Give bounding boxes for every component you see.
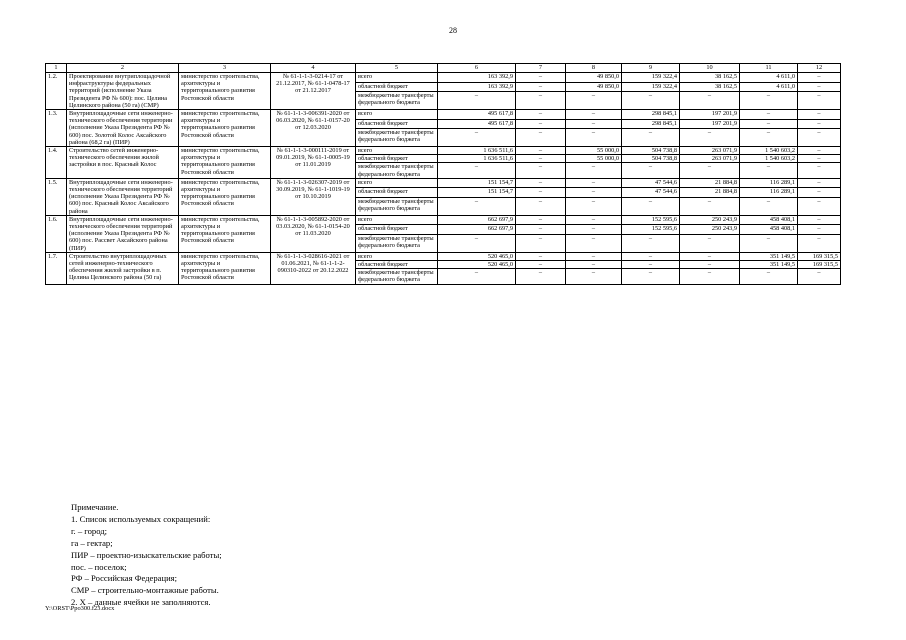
amount-cell: – [622,129,680,147]
amount-cell: – [566,261,622,269]
amount-cell: 169 315,5 [798,252,841,260]
amount-cell: – [516,215,566,225]
amount-cell: 263 071,9 [680,147,740,155]
amount-cell: – [566,92,622,110]
amount-cell: – [566,252,622,260]
amount-cell: – [798,92,841,110]
amount-cell: – [798,147,841,155]
amount-cell: 250 243,9 [680,215,740,225]
amount-cell: 298 845,1 [622,110,680,120]
amount-cell: – [516,92,566,110]
funding-source-cell: межбюджетные трансферты федерального бюджета [356,163,438,178]
object-name-cell: Строительство сетей инженерно-технического обеспечения жилой застройки в пос. Красный Колос [67,147,179,179]
funding-source-cell: областной бюджет [356,119,438,129]
amount-cell: 159 322,4 [622,73,680,83]
amount-cell: – [516,163,566,178]
amount-cell: 504 738,8 [622,155,680,163]
amount-cell: 520 465,0 [438,261,516,269]
amount-cell: – [516,119,566,129]
amount-cell: 197 201,9 [680,110,740,120]
note-line: пос. – поселок; [71,561,127,572]
amount-cell: – [798,178,841,188]
amount-cell: 55 000,0 [566,155,622,163]
amount-cell: – [516,155,566,163]
amount-cell: – [566,225,622,235]
note-line: РФ – Российская Федерация; [71,573,178,584]
amount-cell: – [798,215,841,225]
amount-cell: – [740,269,798,284]
column-number-header: 12 [798,64,841,73]
amount-cell: 163 392,9 [438,82,516,92]
amount-cell: – [566,119,622,129]
docs-cell: № 61-1-1-3-006391-2020 от 06.03.2020, № 61-1-0157-20 от 12.03.2020 [271,110,356,147]
amount-cell: – [798,269,841,284]
funding-source-cell: всего [356,110,438,120]
ministry-cell: министерство строительства, архитектуры и территориального развития Ростовской области [179,73,271,110]
amount-cell: – [566,163,622,178]
amount-cell: – [516,269,566,284]
amount-cell: 263 071,9 [680,155,740,163]
amount-cell: 21 884,8 [680,178,740,188]
amount-cell: 49 850,0 [566,82,622,92]
amount-cell: – [740,163,798,178]
funding-source-cell: межбюджетные трансферты федерального бюджета [356,129,438,147]
amount-cell: 495 617,8 [438,119,516,129]
amount-cell: 351 149,5 [740,252,798,260]
docs-cell: № 61-1-1-3-0214-17 от 21.12.2017, № 61-1-0478-17 от 21.12.2017 [271,73,356,110]
amount-cell: 298 845,1 [622,119,680,129]
amount-cell: – [516,252,566,260]
row-number-cell: 1.6. [46,215,67,252]
amount-cell: – [566,215,622,225]
docs-cell: № 61-1-1-3-028616-2021 от 01.06.2021, № 61-1-1-2-090310-2022 от 20.12.2022 [271,252,356,284]
object-name-cell: Строительство внутриплощадочных сетей инженерно-технического обеспечения жилой застройки в п. Целина Целинского района (50 га) [67,252,179,284]
amount-cell: – [798,163,841,178]
ministry-cell: министерство строительства, архитектуры и территориального развития Ростовской области [179,252,271,284]
page-number: 28 [449,26,457,35]
notes-title: Примечание. [71,502,119,512]
row-number-cell: 1.5. [46,178,67,215]
ministry-cell: министерство строительства, архитектуры и территориального развития Ростовской области [179,110,271,147]
amount-cell: 4 611,0 [740,82,798,92]
amount-cell: – [798,119,841,129]
note-line: ПИР – проектно-изыскательские работы; [71,549,222,560]
amount-cell: 163 392,9 [438,73,516,83]
amount-cell: – [680,92,740,110]
column-number-header: 3 [179,64,271,73]
funding-source-cell: всего [356,73,438,83]
amount-cell: – [798,225,841,235]
budget-table [45,63,841,285]
amount-cell: 504 738,8 [622,147,680,155]
amount-cell: – [680,234,740,252]
amount-cell: 47 544,6 [622,188,680,198]
table-row [46,215,841,225]
note-line: 2. Х – данные ячейки не заполняются. [71,597,211,608]
amount-cell: – [680,129,740,147]
amount-cell: – [622,269,680,284]
amount-cell: – [740,129,798,147]
amount-cell: 458 408,1 [740,215,798,225]
column-number-header: 8 [566,64,622,73]
table-row [46,110,841,120]
amount-cell: 520 465,0 [438,252,516,260]
amount-cell: – [516,73,566,83]
amount-cell: – [438,234,516,252]
footer-file-path: Y:\ORST\Ppo300.f23.docx [45,605,115,612]
amount-cell: – [516,188,566,198]
amount-cell: 152 595,6 [622,215,680,225]
amount-cell: – [566,234,622,252]
amount-cell: – [516,178,566,188]
amount-cell: 197 201,9 [680,119,740,129]
column-number-row [46,64,841,73]
funding-source-cell: межбюджетные трансферты федерального бюджета [356,269,438,284]
table-row [46,252,841,260]
row-number-cell: 1.3. [46,110,67,147]
funding-source-cell: областной бюджет [356,82,438,92]
amount-cell: – [516,147,566,155]
amount-cell: 351 149,5 [740,261,798,269]
amount-cell: – [798,188,841,198]
note-line: г. – город; [71,525,108,536]
object-name-cell: Проектирование внутриплощадочной инфраструктуры федеральных территорий (исполнение Указа Президента РФ № 600): пос. Целина Целинского района (50 га) (СМР) [67,73,179,110]
amount-cell: 495 617,8 [438,110,516,120]
column-number-header: 1 [46,64,67,73]
funding-source-cell: всего [356,178,438,188]
amount-cell: – [516,129,566,147]
amount-cell: 21 884,8 [680,188,740,198]
amount-cell: 47 544,6 [622,178,680,188]
amount-cell: – [740,234,798,252]
amount-cell: 458 408,1 [740,225,798,235]
amount-cell: 38 162,5 [680,82,740,92]
funding-source-cell: межбюджетные трансферты федерального бюджета [356,197,438,215]
amount-cell: – [798,82,841,92]
amount-cell: – [516,234,566,252]
amount-cell: – [622,234,680,252]
funding-source-cell: областной бюджет [356,261,438,269]
column-number-header: 10 [680,64,740,73]
amount-cell: – [798,234,841,252]
amount-cell: – [438,92,516,110]
amount-cell: – [516,82,566,92]
amount-cell: – [798,155,841,163]
ministry-cell: министерство строительства, архитектуры и территориального развития Ростовской области [179,178,271,215]
funding-source-cell: всего [356,252,438,260]
amount-cell: – [566,197,622,215]
amount-cell: – [438,269,516,284]
funding-source-cell: областной бюджет [356,188,438,198]
funding-source-cell: всего [356,147,438,155]
amount-cell: 1 636 511,6 [438,155,516,163]
amount-cell: 152 595,6 [622,225,680,235]
column-number-header: 7 [516,64,566,73]
amount-cell: – [798,110,841,120]
amount-cell: – [622,163,680,178]
amount-cell: 1 540 603,2 [740,147,798,155]
column-number-header: 5 [356,64,438,73]
amount-cell: – [798,73,841,83]
funding-source-cell: областной бюджет [356,155,438,163]
docs-cell: № 61-1-1-3-000111-2019 от 09.01.2019, № 61-1-0005-19 от 11.01.2019 [271,147,356,179]
row-number-cell: 1.7. [46,252,67,284]
amount-cell: – [622,92,680,110]
amount-cell: – [680,261,740,269]
object-name-cell: Внутриплощадочные сети инженерно-технического обеспечения территории (исполнение Указа Президента РФ № 600) пос. Золотой Колос Аксайского района (68,2 га) (ПИР) [67,110,179,147]
amount-cell: 662 697,9 [438,215,516,225]
amount-cell: 250 243,9 [680,225,740,235]
note-line: 1. Список используемых сокращений: [71,513,211,524]
amount-cell: 1 540 603,2 [740,155,798,163]
amount-cell: 159 322,4 [622,82,680,92]
amount-cell: – [680,197,740,215]
column-number-header: 11 [740,64,798,73]
table-row [46,73,841,83]
ministry-cell: министерство строительства, архитектуры и территориального развития Ростовской области [179,147,271,179]
amount-cell: – [566,269,622,284]
amount-cell: – [622,261,680,269]
amount-cell: 1 636 511,6 [438,147,516,155]
table-body [46,73,841,285]
note-line: га – гектар; [71,537,113,548]
note-line: СМР – строительно-монтажные работы. [71,585,219,596]
funding-source-cell: межбюджетные трансферты федерального бюджета [356,234,438,252]
budget-table-wrapper [45,63,840,285]
amount-cell: 151 154,7 [438,188,516,198]
table-row [46,147,841,155]
amount-cell: – [680,269,740,284]
column-number-header: 6 [438,64,516,73]
amount-cell: – [566,129,622,147]
amount-cell: 49 850,0 [566,73,622,83]
notes-block [71,502,222,609]
amount-cell: – [740,197,798,215]
amount-cell: – [566,178,622,188]
amount-cell: 4 611,0 [740,73,798,83]
funding-source-cell: областной бюджет [356,225,438,235]
amount-cell: 116 289,1 [740,178,798,188]
funding-source-cell: межбюджетные трансферты федерального бюджета [356,92,438,110]
amount-cell: – [740,110,798,120]
column-number-header: 4 [271,64,356,73]
column-number-header: 2 [67,64,179,73]
object-name-cell: Внутриплощадочные сети инженерно-технического обеспечения территорий (исполнение Указа Президента РФ № 600) пос. Рассвет Аксайского района (ПИР) [67,215,179,252]
docs-cell: № 61-1-1-3-026307-2019 от 30.09.2019, № 61-1-1019-19 от 10.10.2019 [271,178,356,215]
object-name-cell: Внутриплощадочные сети инженерно-технического обеспечения территорий (исполнение Указа Президента РФ № 600) пос. Красный Колос Аксайского района [67,178,179,215]
amount-cell: – [438,129,516,147]
amount-cell: – [740,119,798,129]
amount-cell: – [516,225,566,235]
amount-cell: – [798,197,841,215]
row-number-cell: 1.2. [46,73,67,110]
amount-cell: – [438,197,516,215]
amount-cell: 169 315,5 [798,261,841,269]
docs-cell: № 61-1-1-3-005892-2020 от 03.03.2020, № 61-1-0154-20 от 11.03.2020 [271,215,356,252]
amount-cell: – [622,197,680,215]
amount-cell: 116 289,1 [740,188,798,198]
amount-cell: – [566,110,622,120]
amount-cell: – [680,252,740,260]
row-number-cell: 1.4. [46,147,67,179]
column-number-header: 9 [622,64,680,73]
amount-cell: – [438,163,516,178]
amount-cell: – [622,252,680,260]
amount-cell: – [516,197,566,215]
ministry-cell: министерство строительства, архитектуры и территориального развития Ростовской области [179,215,271,252]
table-row [46,178,841,188]
amount-cell: – [516,261,566,269]
amount-cell: 662 697,9 [438,225,516,235]
amount-cell: – [680,163,740,178]
funding-source-cell: всего [356,215,438,225]
amount-cell: 38 162,5 [680,73,740,83]
amount-cell: – [798,129,841,147]
amount-cell: 151 154,7 [438,178,516,188]
amount-cell: – [566,188,622,198]
amount-cell: – [516,110,566,120]
amount-cell: 55 000,0 [566,147,622,155]
amount-cell: – [740,92,798,110]
